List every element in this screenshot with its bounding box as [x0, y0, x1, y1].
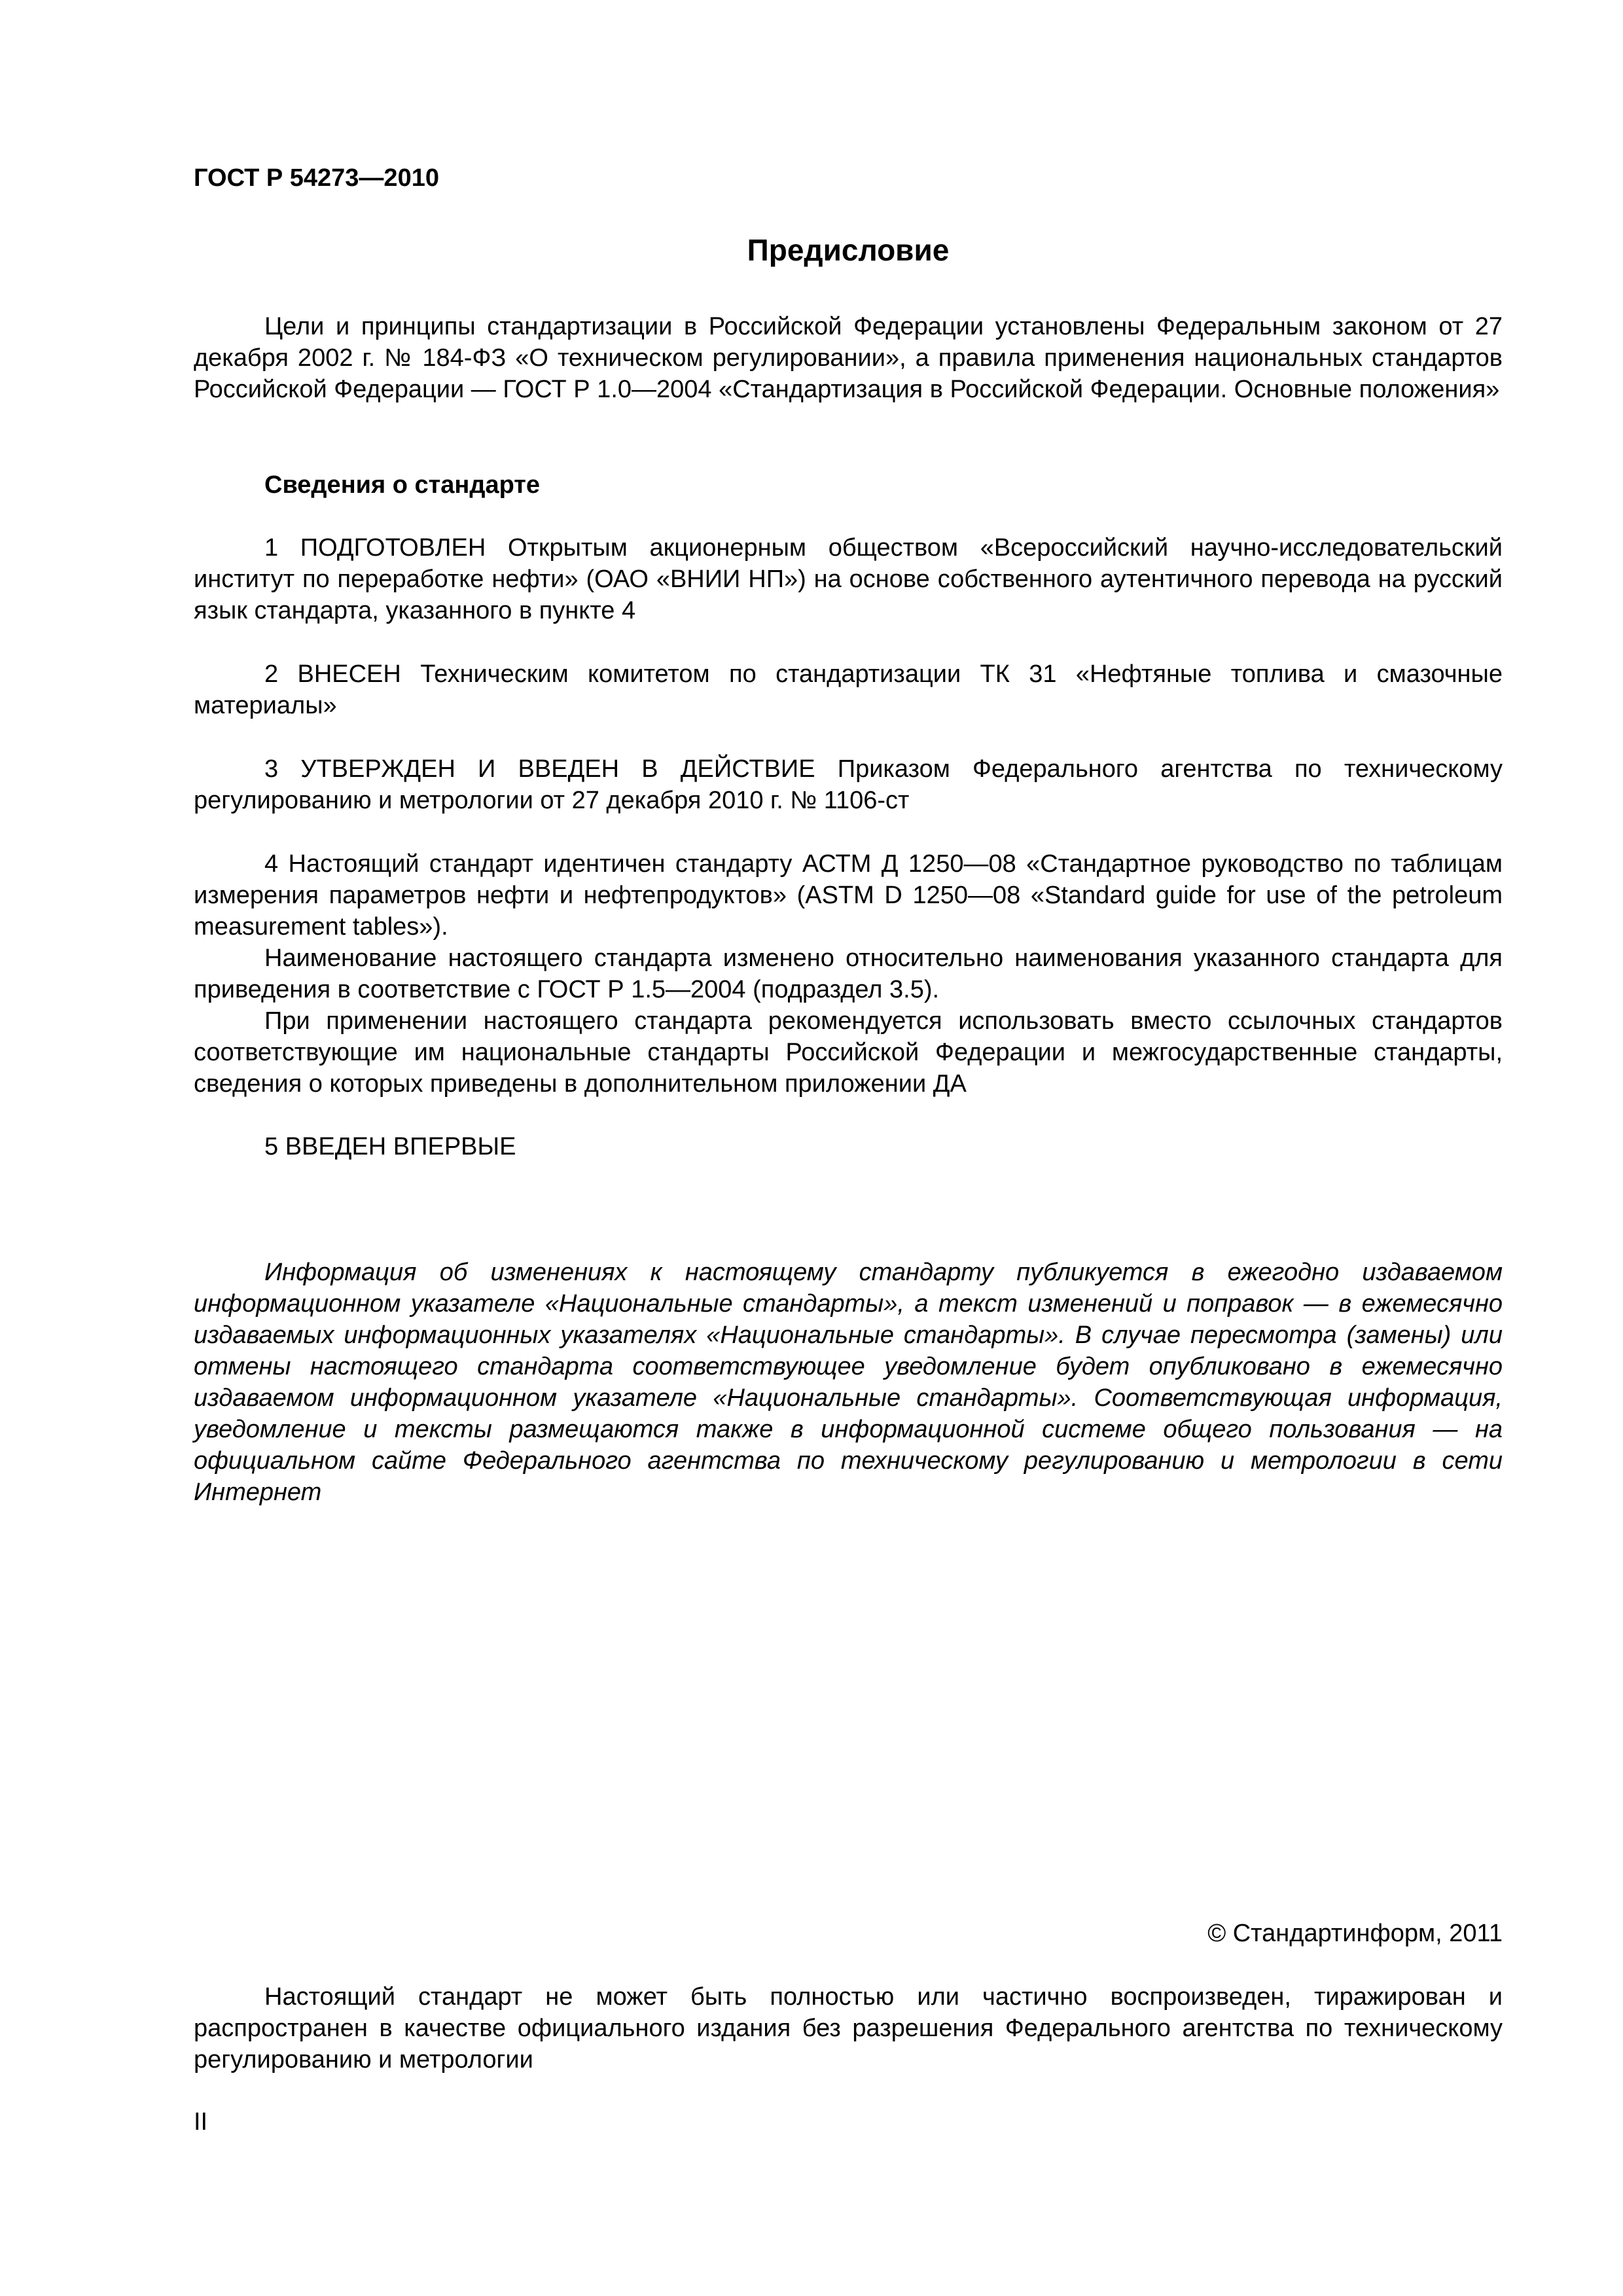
item-3 — [194, 753, 1503, 816]
item-4-rename-note: Наименование настоящего стандарта изменено относительно наименования указанного стандарта для приведения в соответствие с ГОСТ Р 1.5—2004 (подраздел 3.5). — [194, 944, 1503, 1003]
item-5 — [194, 1131, 1503, 1162]
document-code: ГОСТ Р 54273—2010 — [194, 164, 439, 192]
page-title: Предисловие — [747, 233, 950, 267]
item-4-text: 4 Настоящий стандарт идентичен стандарту АСТМ Д 1250—08 «Стандартное руководство по таблицам измерения параметров нефти и нефтепродуктов» (ASTM D 1250—08 «Standard guide for use of the petroleum measurement tables»). — [194, 850, 1503, 941]
item-1-text: 1 ПОДГОТОВЛЕН Открытым акционерным обществом «Всероссийский научно-исследовательский институт по переработке нефти» (ОАО «ВНИИ НП») на основе собственного аутентичного перевода на русский язык стандарта, указанного в пункте 4 — [194, 534, 1503, 624]
restriction-text: Настоящий стандарт не может быть полностью или частично воспроизведен, тиражирован и распространен в качестве официального издания без разрешения Федерального агентства по техническому регулированию и метрологии — [194, 1983, 1503, 2073]
item-1 — [194, 532, 1503, 626]
item-5-text: 5 ВВЕДЕН ВПЕРВЫЕ — [264, 1133, 516, 1160]
amendments-notice — [194, 1257, 1503, 1508]
item-2-text: 2 ВНЕСЕН Техническим комитетом по стандартизации ТК 31 «Нефтяные топлива и смазочные материалы» — [194, 660, 1503, 719]
section-subheading: Сведения о стандарте — [264, 471, 541, 499]
amendments-notice-text: Информация об изменениях к настоящему стандарту публикуется в ежегодно издаваемом информационном указателе «Национальные стандарты», а текст изменений и поправок — в ежемесячно издаваемых информационных указателях «Национальные стандарты». В случае пересмотра (замены) или отмены настоящего стандарта соответствующее уведомление будет опубликовано в ежемесячно издаваемом информационном указателе «Национальные стандарты». Соответствующая информация, уведомление и тексты размещаются также в информационной системе общего пользования — на официальном сайте Федерального агентства по техническому регулированию и метрологии в сети Интернет — [194, 1259, 1503, 1506]
page-number: II — [194, 2108, 208, 2136]
item-2 — [194, 658, 1503, 721]
copyright: © Стандартинформ, 2011 — [1207, 1920, 1503, 1947]
item-4 — [194, 848, 1503, 1100]
item-4-references-note: При применении настоящего стандарта рекомендуется использовать вместо ссылочных стандартов соответствующие им национальные стандарты Российской Федерации и межгосударственные стандарты, сведения о которых приведены в дополнительном приложении ДА — [194, 1007, 1503, 1098]
restriction-notice — [194, 1981, 1503, 2075]
intro-paragraph — [194, 311, 1503, 405]
intro-text: Цели и принципы стандартизации в Российской Федерации установлены Федеральным законом от 27 декабря 2002 г. № 184-ФЗ «О техническом регулировании», а правила применения национальных стандартов Российской Федерации — ГОСТ Р 1.0—2004 «Стандартизация в Российской Федерации. Основные положения» — [194, 313, 1503, 403]
item-3-text: 3 УТВЕРЖДЕН И ВВЕДЕН В ДЕЙСТВИЕ Приказом Федерального агентства по техническому регулированию и метрологии от 27 декабря 2010 г. № 1106-ст — [194, 755, 1503, 814]
